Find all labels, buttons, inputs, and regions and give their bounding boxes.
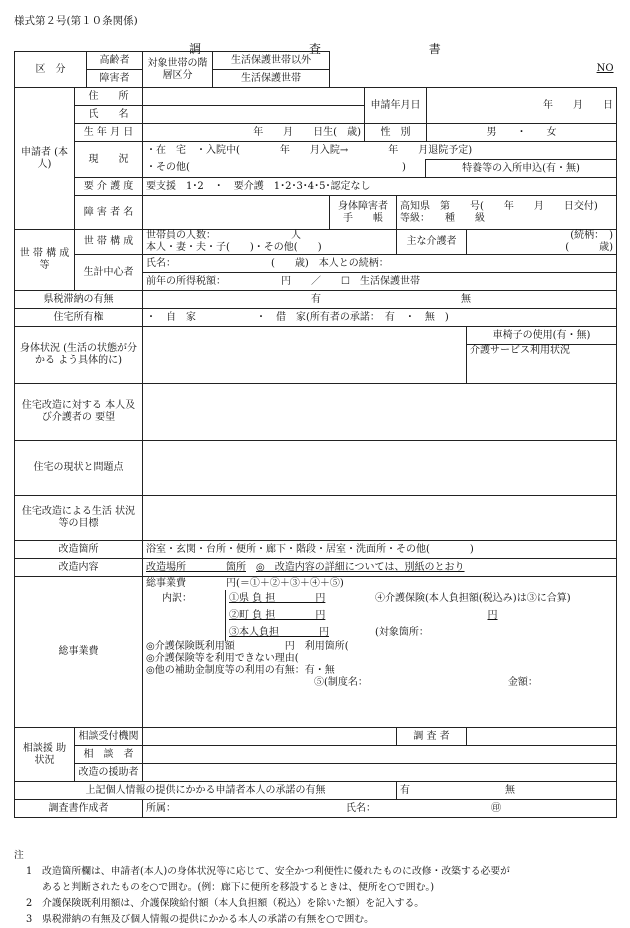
disability-label: 障 害 者 名: [75, 196, 143, 230]
cost-town: ②町 負 担 円: [226, 607, 373, 624]
house-ownership-field[interactable]: ・ 自 家 ・ 借 家(所有者の承諾： 有 ・ 無 ): [143, 309, 617, 327]
body-condition-field[interactable]: [143, 327, 467, 384]
request-label: 住宅改造に対する 本人及び介護者の 要望: [15, 384, 143, 441]
seikatsu-igai-label: 生活保護世帯以外: [213, 52, 330, 70]
name-label: 氏 名: [75, 106, 143, 124]
earner-name-field[interactable]: 氏名： ( 歳) 本人との続柄：: [143, 255, 617, 273]
content-detail-note: ◎ 改造内容の詳細については、別紙のとおり: [256, 561, 465, 573]
techo-field[interactable]: [397, 196, 617, 230]
care-level-field[interactable]: 要支援 1･2 ・ 要介護 1･2･3･4･5･認定なし: [143, 178, 617, 196]
consult-office-label: 相談受付機関: [75, 728, 143, 746]
places-label: 改造箇所: [15, 541, 143, 559]
disability-field[interactable]: [143, 196, 330, 230]
form-number: NO: [330, 52, 617, 88]
earner-tax-field[interactable]: 前年の所得税額： 円 ／ ☐ 生活保護世帯: [143, 273, 617, 291]
content-field[interactable]: [143, 559, 617, 577]
nursing-home-application: 特養等の入所申込(有・無): [426, 160, 617, 178]
author-dept: 所属：: [146, 802, 176, 814]
status-other-close: ): [402, 162, 406, 174]
sex-label: 性 別: [365, 124, 427, 142]
survey-form: [14, 51, 617, 818]
notes-head: 注: [14, 850, 24, 861]
address-label: 住 所: [75, 88, 143, 106]
birth-field[interactable]: 年 月 日生( 歳): [143, 124, 365, 142]
status-other: ・その他(: [146, 162, 190, 174]
sex-field[interactable]: 男 ・ 女: [427, 124, 617, 142]
caregiver-label: 主な介護者: [397, 230, 467, 255]
request-field[interactable]: [143, 384, 617, 441]
cost-other-subsidy: ◎他の補助金制度等の利用の有無：有・無: [146, 665, 335, 676]
shogaisha-label: 障害者: [87, 70, 143, 88]
note-3: 3 県税滞納の有無及び個人情報の提供にかかる本人の承諾の有無を○で囲む。: [26, 914, 374, 925]
notes: [14, 848, 616, 928]
house-ownership-label: 住宅所有権: [15, 309, 143, 327]
techo-number: 高知県 第 号( 年 月 日交付): [400, 200, 598, 212]
note-1b: あると判断されたものを○で囲む。(例：廊下に便所を移設するときは、便所を○で囲む。): [42, 882, 435, 893]
total-cost-label: 総事業費: [15, 577, 143, 728]
caregiver-field[interactable]: [467, 230, 617, 255]
techo-grade: 等級： 種 級: [400, 212, 485, 224]
cost-breakdown-label: 内訳：: [162, 592, 192, 604]
tax-arrears-label: 県税滞納の有無: [15, 291, 143, 309]
care-level-label: 要 介 護 度: [75, 178, 143, 196]
consultant-label: 相 談 者: [75, 746, 143, 764]
techo-label: 身体障害者 手 帳: [330, 196, 397, 230]
places-field[interactable]: 浴室・玄関・台所・便所・廊下・階段・居室・洗面所・その他( ): [143, 541, 617, 559]
birth-label: 生 年 月 日: [75, 124, 143, 142]
content-places-count: 改造場所 箇所: [146, 561, 246, 573]
consent-yes[interactable]: 有: [400, 784, 410, 796]
tax-yes[interactable]: 有: [311, 293, 321, 305]
apply-date-field[interactable]: 年 月 日: [427, 88, 617, 124]
care-service-field[interactable]: 介護サービス利用状況: [467, 345, 617, 384]
taisho-label: 対象世帯の階層区分: [143, 52, 213, 88]
cost-insurance-amount: 円: [487, 609, 498, 621]
helper-field[interactable]: [143, 764, 617, 782]
body-condition-label: 身体状況 (生活の状態が分かる よう具体的に): [15, 327, 143, 384]
author-field[interactable]: [143, 800, 617, 818]
consent-no[interactable]: 無: [505, 784, 515, 796]
koreisha-label: 高齢者: [87, 52, 143, 70]
status-line1[interactable]: ・在 宅 ・入院中( 年 月入院→ 年 月退院予定): [143, 142, 617, 160]
note-1a: 1 改造箇所欄は、申請者(本人)の身体状況等に応じて、安全かつ利便性に優れたものに改修・改築する必要が: [26, 866, 510, 877]
household-group-label: 世 帯 構 成 等: [15, 230, 75, 291]
tax-arrears-field[interactable]: [143, 291, 617, 309]
members-detail: 本人・妻・夫・子( )・その他( ): [146, 242, 322, 253]
consent-label: 上記個人情報の提供にかかる申請者本人の承諾の有無: [15, 782, 397, 800]
name-field[interactable]: [143, 106, 365, 124]
content-label: 改造内容: [15, 559, 143, 577]
cost-system-line: ⑤(制度名： 金額：: [314, 677, 538, 688]
note-2: 2 介護保険既利用額は、介護保険給付額（本人負担額（税込）を除いた額）を記入する。: [26, 898, 425, 909]
cost-no-insurance-reason: ◎介護保険等を利用できない理由(: [146, 653, 299, 664]
caregiver-relation: (続柄： ): [570, 230, 614, 241]
cost-total-line: 総事業費 円(＝①＋②＋③＋④＋⑤): [146, 578, 344, 589]
consent-field[interactable]: [397, 782, 617, 800]
composition-label: 世 帯 構 成: [75, 230, 143, 255]
helper-label: 改造の援助者: [75, 764, 143, 782]
consultant-field[interactable]: [143, 746, 617, 764]
form-title: 調 査 書: [189, 42, 493, 56]
goal-label: 住宅改造による生活 状況等の目標: [15, 496, 143, 541]
apply-date-label: 申請年月日: [365, 88, 427, 124]
goal-field[interactable]: [143, 496, 617, 541]
author-name: 氏名：: [346, 802, 376, 814]
cost-self: ③本人負担 円: [226, 624, 373, 641]
author-label: 調査書作成者: [15, 800, 143, 818]
cost-insurance: ④介護保険(本人負担額(税込み)は③に合算): [375, 592, 571, 604]
status-label: 現 況: [75, 142, 143, 178]
consult-group-label: 相談援 助状況: [15, 728, 75, 782]
caregiver-age: ( 歳): [565, 242, 614, 253]
form-header: 様式第２号(第１０条関係): [14, 15, 138, 27]
seal-mark: ㊞: [491, 802, 501, 814]
seikatsu-label: 生活保護世帯: [213, 70, 330, 88]
members-count: 世帯員の人数： 人: [146, 230, 301, 241]
current-problem-field[interactable]: [143, 441, 617, 496]
applicant-group-label: 申請者 (本人): [15, 88, 75, 230]
investigator-field[interactable]: [467, 728, 617, 746]
cost-target-places: (対象箇所：: [375, 626, 429, 638]
status-line2[interactable]: [143, 159, 617, 178]
cost-used-insurance: ◎介護保険既利用額 円 利用箇所(: [146, 641, 349, 652]
earner-label: 生計中心者: [75, 255, 143, 291]
address-field[interactable]: [143, 88, 365, 106]
cost-pref: ①県 負 担 円: [226, 590, 373, 607]
total-cost-field[interactable]: [143, 577, 617, 728]
current-problem-label: 住宅の現状と問題点: [15, 441, 143, 496]
kubun-label: 区 分: [15, 52, 87, 88]
composition-field[interactable]: [143, 230, 397, 255]
consult-office-field[interactable]: [143, 728, 397, 746]
wheelchair-field[interactable]: 車椅子の使用(有・無): [467, 327, 617, 345]
investigator-label: 調 査 者: [397, 728, 467, 746]
tax-no[interactable]: 無: [461, 293, 471, 305]
